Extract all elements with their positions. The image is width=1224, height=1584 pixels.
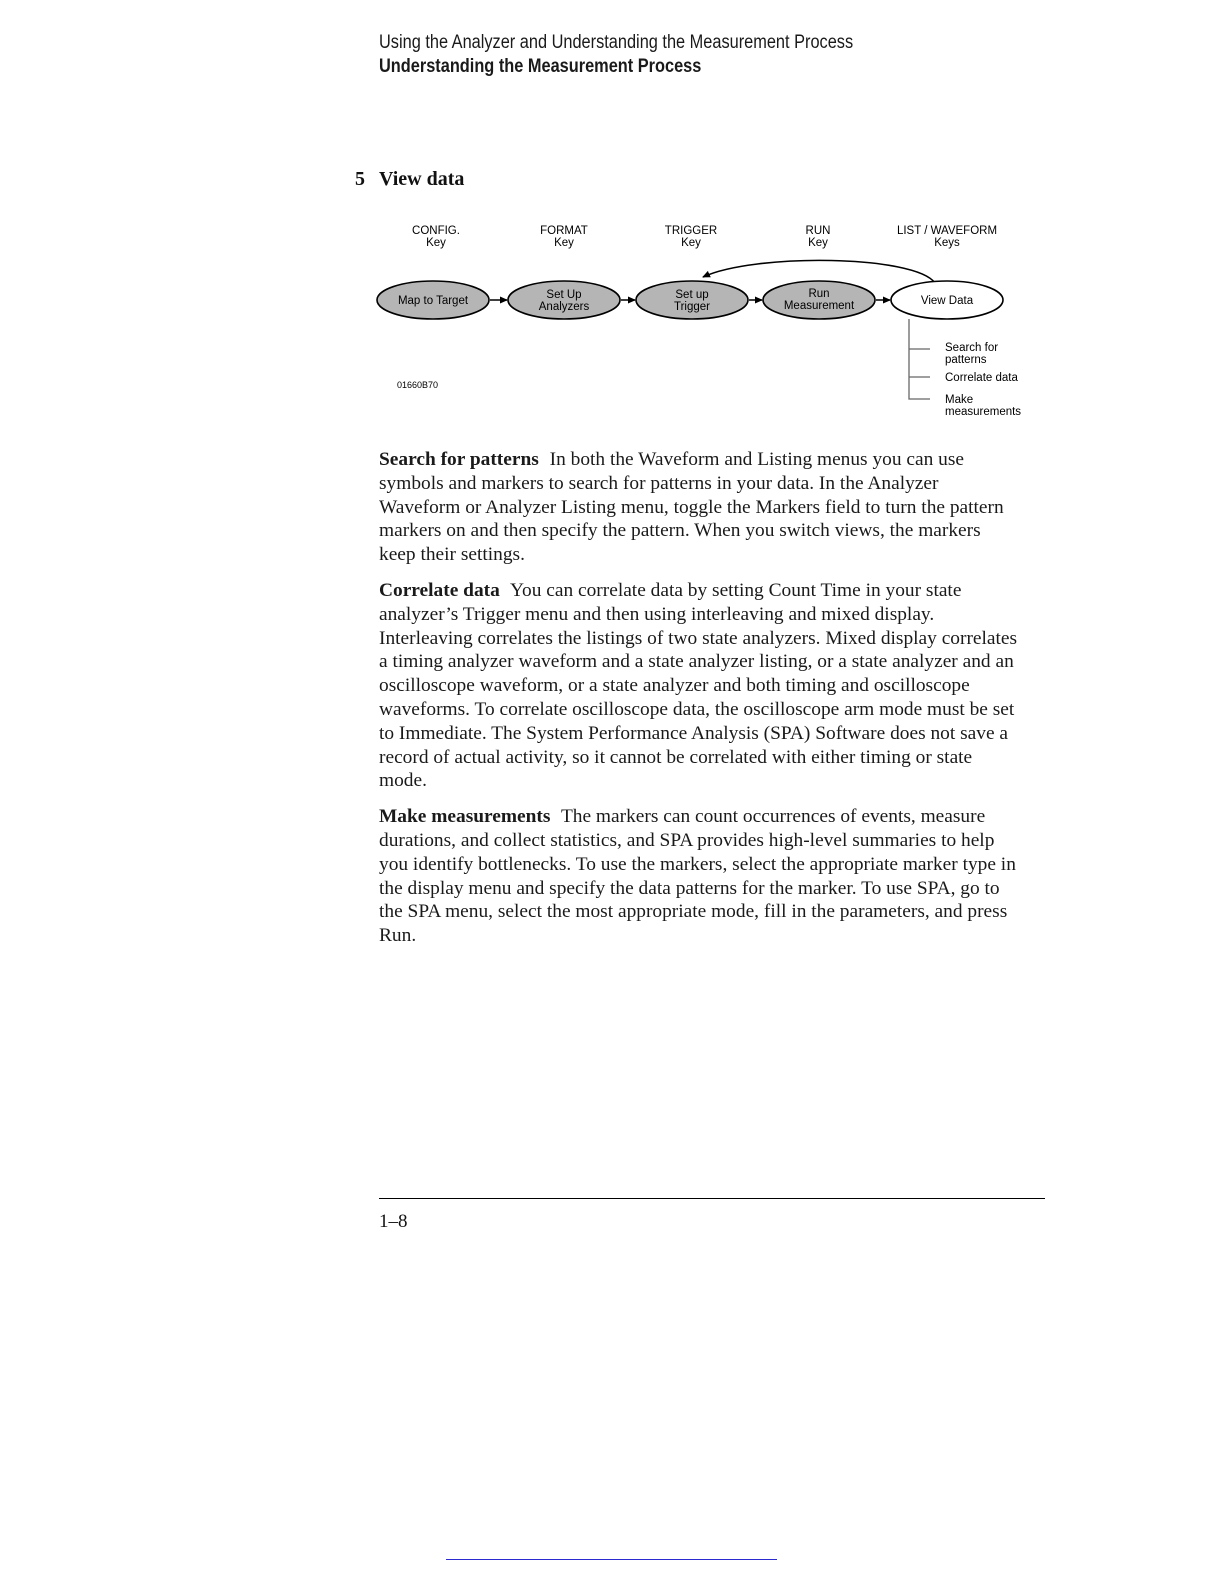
branch-label-correlate: Correlate data — [945, 372, 1018, 384]
branch-sublabel-make: measurements — [945, 406, 1022, 418]
step-heading — [355, 168, 464, 191]
paragraph-lead: Search for patterns — [379, 449, 539, 470]
page-number: 1–8 — [379, 1211, 408, 1232]
key-label-list-waveform: LIST / WAVEFORM — [896, 225, 998, 237]
paragraph-lead: Correlate data — [379, 579, 500, 601]
key-label-config: CONFIG. — [412, 225, 460, 237]
branch-bracket — [909, 319, 930, 399]
paragraph-text: You can correlate data by setting Count Time in your state analyzer’s Trigger menu and then using interleaving and mixed display. Interleaving correlates the listings of two state analyzers. Mixed display correlates a timing analyzer waveform and a state analyzer listing, or a state analyzer and an oscilloscope waveform, or a state analyzer and both timing and oscilloscope waveforms. To correlate oscilloscope data, the oscilloscope arm mode must be set to Immediate. The System Performance Analysis (SPA) Software does not save a record of actual activity, so it cannot be correlated with either timing or state mode. — [379, 579, 1018, 792]
figure-id: 01660B70 — [397, 380, 439, 390]
chapter-title: Using the Analyzer and Understanding the Measurement Process — [379, 32, 854, 53]
key-label-run: RUN — [805, 225, 831, 237]
loop-back-arrow — [703, 260, 935, 283]
key-label-trigger: TRIGGER — [664, 225, 718, 237]
process-diagram — [375, 215, 1035, 425]
key-sublabel-list-waveform: Keys — [934, 237, 960, 249]
node-sublabel-set-up-analyzers: Analyzers — [538, 301, 590, 313]
footer-rule — [379, 1198, 1045, 1199]
step-title: View data — [379, 168, 465, 190]
node-label-run-measurement: Run — [808, 288, 830, 300]
paragraph-text: The markers can count occurrences of events, measure durations, and collect statistics, and SPA provides high-level summaries to help you identify bottlenecks. To use the markers, select the appropriate marker type in the display menu and specify the data patterns for the marker. To use SPA, go to the SPA menu, select the most appropriate mode, fill in the parameters, and press Run. — [379, 806, 1016, 947]
branch-label-search: Search for — [945, 342, 999, 354]
node-label-set-up-analyzers: Set Up — [546, 289, 582, 301]
key-sublabel-trigger: Key — [681, 237, 701, 249]
node-label-view-data: View Data — [920, 295, 974, 307]
paragraph-lead: Make measurements — [379, 806, 551, 828]
running-header — [379, 31, 853, 79]
key-sublabel-format: Key — [554, 237, 574, 249]
node-sublabel-run-measurement: Measurement — [783, 300, 855, 312]
branch-label-make: Make — [945, 394, 974, 406]
paragraph-correlate-data — [379, 579, 1019, 793]
paragraph-search-for-patterns — [379, 448, 1019, 567]
body-text — [379, 448, 1019, 960]
node-sublabel-set-up-trigger: Trigger — [674, 301, 710, 313]
branch-sublabel-search: patterns — [945, 354, 987, 366]
key-sublabel-run: Key — [808, 237, 828, 249]
bottom-link-line — [446, 1559, 777, 1560]
node-label-set-up-trigger: Set up — [675, 289, 709, 301]
paragraph-text: In both the Waveform and Listing menus you can use symbols and markers to search for patterns in your data. In the Analyzer Waveform or Analyzer Listing menu, toggle the Markers field to turn the pattern markers on and then specify the pattern. When you switch views, the markers keep their settings. — [379, 449, 1004, 566]
paragraph-make-measurements — [379, 805, 1019, 948]
key-label-format: FORMAT — [540, 225, 588, 237]
step-number: 5 — [355, 168, 365, 190]
key-sublabel-config: Key — [426, 237, 446, 249]
section-title: Understanding the Measurement Process — [379, 56, 702, 77]
node-label-map-to-target: Map to Target — [397, 295, 469, 307]
